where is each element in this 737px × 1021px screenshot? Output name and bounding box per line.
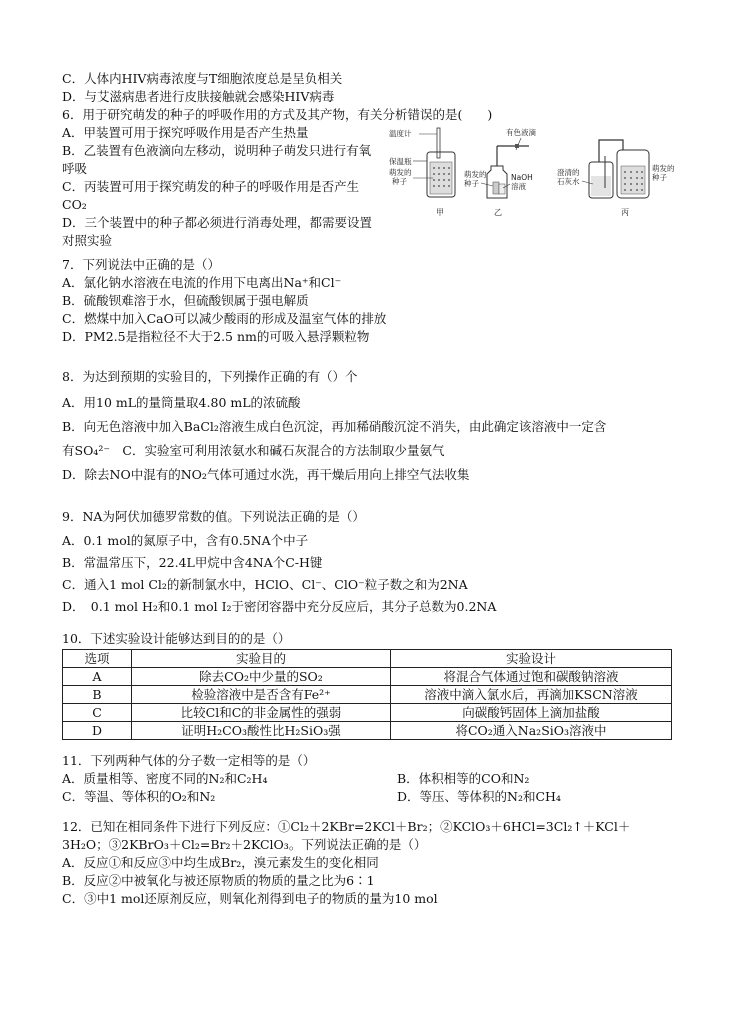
q12-option-a: A．反应①和反应③中均生成Br₂，溴元素发生的变化相同 <box>62 855 379 870</box>
cell-option: C <box>63 704 132 722</box>
q11-option-b: B．体积相等的CO和N₂ <box>397 771 530 786</box>
q8-option-a: A．用10 mL的量筒量取4.80 mL的浓硫酸 <box>62 395 301 410</box>
q5-option-d: D．与艾滋病患者进行皮肤接触就会感染HIV病毒 <box>62 89 335 104</box>
q6-stem: 6．用于研究萌发的种子的呼吸作用的方式及其产物，有关分析错误的是( ) <box>62 107 493 122</box>
q6-block <box>62 124 675 248</box>
q11-row-cd <box>62 788 674 806</box>
q8-option-b-line2: 有SO₄²⁻ C．实验室可利用浓氨水和碱石灰混合的方法制取少量氨气 <box>62 443 445 458</box>
svg-text:种子: 种子 <box>392 177 407 186</box>
svg-text:溶液: 溶液 <box>511 182 526 191</box>
table-row <box>63 686 672 704</box>
q9-option-a: A．0.1 mol的氮原子中，含有0.5NA个中子 <box>62 533 309 548</box>
table-row <box>63 704 672 722</box>
q6-option-b: B．乙装置有色液滴向左移动，说明种子萌发只进行有氧呼吸 <box>62 143 372 176</box>
table-header-row <box>63 650 672 668</box>
q12-option-b: B．反应②中被氧化与被还原物质的物质的量之比为6∶1 <box>62 873 375 888</box>
cell-option: D <box>63 722 132 740</box>
apparatus-figure <box>389 126 679 218</box>
label-flask: 保温瓶 <box>389 157 412 166</box>
q10-stem: 10．下述实验设计能够达到目的的是（） <box>62 631 291 646</box>
q9-option-c: C．通入1 mol Cl₂的新制氯水中，HClO、Cl⁻、ClO⁻粒子数之和为2NA <box>62 577 468 592</box>
q7-option-c: C．燃煤中加入CaO可以减少酸雨的形成及温室气体的排放 <box>62 311 387 326</box>
device-bing <box>557 140 675 217</box>
cell-design: 溶液中滴入氯水后，再滴加KSCN溶液 <box>391 686 672 704</box>
device-yi <box>464 127 536 217</box>
label-yi: 乙 <box>494 208 502 217</box>
label-bing: 丙 <box>621 208 629 217</box>
q6-option-c: C．丙装置可用于探究萌发的种子的呼吸作用是否产生CO₂ <box>62 179 360 212</box>
q5-option-c: C．人体内HIV病毒浓度与T细胞浓度总是呈负相关 <box>62 71 343 86</box>
q10-table <box>62 649 672 740</box>
cell-purpose: 检验溶液中是否含有Fe²⁺ <box>132 686 391 704</box>
cell-option: B <box>63 686 132 704</box>
q9-stem: 9．NA为阿伏加德罗常数的值。下列说法正确的是（） <box>62 509 365 524</box>
q6-option-a: A．甲装置可用于探究呼吸作用是否产生热量 <box>62 125 309 140</box>
svg-text:萌发的: 萌发的 <box>389 168 412 177</box>
cell-design: 将混合气体通过饱和碳酸钠溶液 <box>391 668 672 686</box>
q12-stem-line2: 3H₂O；③2KBrO₃＋Cl₂=Br₂＋2KClO₃。下列说法正确的是（） <box>62 837 427 852</box>
svg-text:NaOH: NaOH <box>511 173 533 182</box>
cell-purpose: 除去CO₂中少量的SO₂ <box>132 668 391 686</box>
q9-option-b: B．常温常压下，22.4L甲烷中含4NA个C-H键 <box>62 555 323 570</box>
q11-stem: 11．下列两种气体的分子数一定相等的是（） <box>62 753 316 768</box>
svg-text:石灰水: 石灰水 <box>557 177 580 186</box>
q12-option-c: C．③中1 mol还原剂反应，则氧化剂得到电子的物质的量为10 mol <box>62 891 438 906</box>
svg-text:种子: 种子 <box>652 173 667 182</box>
header-option: 选项 <box>63 650 132 668</box>
header-purpose: 实验目的 <box>132 650 391 668</box>
q8-option-b-line1: B．向无色溶液中加入BaCl₂溶液生成白色沉淀，再加稀硝酸沉淀不消失，由此确定该溶液中一定含 <box>62 419 607 434</box>
q12-stem-line1: 12．已知在相同条件下进行下列反应：①Cl₂＋2KBr=2KCl＋Br₂；②KClO₃＋6HCl=3Cl₂↑＋KCl＋ <box>62 819 631 834</box>
header-design: 实验设计 <box>391 650 672 668</box>
svg-text:萌发的: 萌发的 <box>464 170 487 179</box>
q7-option-b: B．硫酸钡难溶于水，但硫酸钡属于强电解质 <box>62 293 309 308</box>
cell-option: A <box>63 668 132 686</box>
q8-option-d: D．除去NO中混有的NO₂气体可通过水洗，再干燥后用向上排空气法收集 <box>62 467 470 482</box>
cell-purpose: 比较Cl和C的非金属性的强弱 <box>132 704 391 722</box>
label-colored-drop: 有色液滴 <box>506 128 536 137</box>
cell-design: 向碳酸钙固体上滴加盐酸 <box>391 704 672 722</box>
q7-stem: 7．下列说法中正确的是（） <box>62 257 220 272</box>
label-thermometer: 温度计 <box>389 129 412 138</box>
q11-option-d: D．等压、等体积的N₂和CH₄ <box>397 789 561 804</box>
q11-row-ab <box>62 770 674 788</box>
svg-text:种子: 种子 <box>464 179 479 188</box>
q11-option-a: A．质量相等、密度不同的N₂和C₂H₄ <box>62 771 268 786</box>
q8-stem: 8．为达到预期的实验目的，下列操作正确的有（）个 <box>62 369 358 384</box>
q7-option-d: D．PM2.5是指粒径不大于2.5 nm的可吸入悬浮颗粒物 <box>62 329 370 344</box>
q9-option-d: D． 0.1 mol H₂和0.1 mol I₂于密闭容器中充分反应后，其分子总数为0.2NA <box>62 599 497 614</box>
q6-option-d: D．三个装置中的种子都必须进行消毒处理，都需要设置对照实验 <box>62 215 373 248</box>
exam-page <box>62 70 674 908</box>
svg-text:萌发的: 萌发的 <box>652 164 675 173</box>
table-row <box>63 668 672 686</box>
cell-purpose: 证明H₂CO₃酸性比H₂SiO₃强 <box>132 722 391 740</box>
cell-design: 将CO₂通入Na₂SiO₃溶液中 <box>391 722 672 740</box>
q7-option-a: A．氯化钠水溶液在电流的作用下电离出Na⁺和Cl⁻ <box>62 275 342 290</box>
label-jia: 甲 <box>436 208 444 217</box>
svg-text:澄清的: 澄清的 <box>557 168 580 177</box>
q11-option-c: C．等温、等体积的O₂和N₂ <box>62 789 216 804</box>
device-jia <box>389 128 455 217</box>
table-row <box>63 722 672 740</box>
